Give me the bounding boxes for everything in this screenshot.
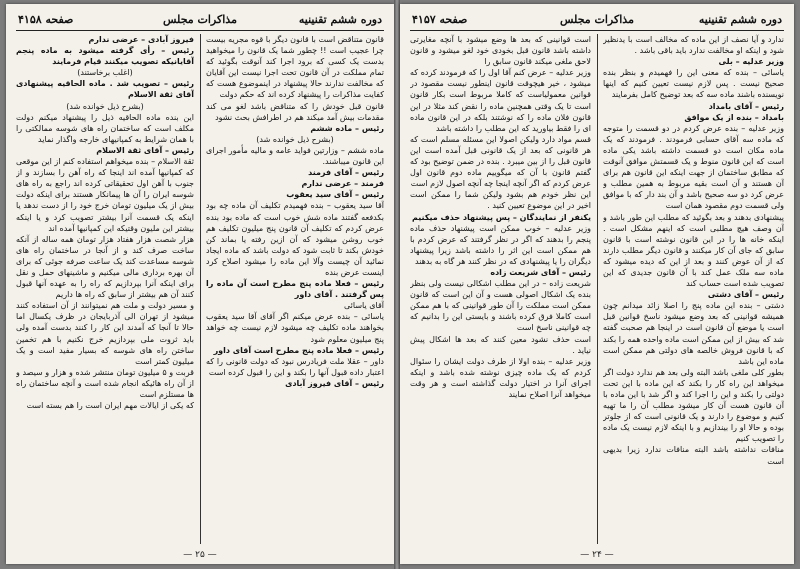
body-paragraph: ماده ششم – وزارتین فواید عامه و مالیه مأمور اجرای این قانون میباشند. [206,145,384,167]
body-paragraph: پیشنهادی بدهند و بعد بگوئید که مطلب این طور باشد و آن وصف هیچ مطلبی است که اینهم مشکل است . اینکه خانه ها را در این قانون نوشته است با قانون سابق که جای آن کار میکنند و قانون دیگر مطلب دارند که از آن عوض کنند و بعد از این که دیده میشود که ماده سه ملک عمل کند با آن قانون جدیدی که این تصویب شده است حساب کند [603,212,784,289]
page-header [16,12,384,31]
column-divider [200,34,201,544]
speaker-paragraph: رئیس – آقای سید یعقوب [286,190,384,200]
speaker-paragraph: رئیس – آقای ثقة الاسلام [96,145,194,155]
text-column-left [16,34,194,544]
stage-direction: (بشرح ذیل خوانده شد) [256,134,334,144]
speaker-paragraph: فیروز آبادی – عرضی ندارم [88,35,194,44]
body-paragraph: و مسیر دولت و ملت هم نمیتوانند از آن استفاده کنند میشود از تهران الی آذربایجان در ظرف یکسال اما حالا تا آنجا که آمدند این کار را کنند بدست آمده ولی باید ثروت ملی بپردازیم خرج نکنیم با هم تخمین ساختن راه های شوسه که بسیار مفید است و یک میلیون کمتر است [16,301,194,366]
text-column-left [410,34,591,544]
text-column-right [603,34,784,544]
body-paragraph: است حذف نشود معین کنند که بعد ها اشکال پیش نیاید . [410,334,591,355]
body-paragraph: وزیر عدلیه – خوب ممکن است پیشنهاد حذف ماده پنجم را بدهند که اگر در نظر گرفتند که عرض کردم با هم ممکن است این اثر را داشته باشد زیرا پیشنهاد دیگران را یا پیشنهادی که در نظر کنند هر گاه به بدهند [410,223,591,266]
right-page [400,4,794,564]
header-page-number: صفحه ۴۱۵۷ [412,13,468,26]
header-session: دوره ششم تقنینیه [698,13,782,26]
body-paragraph: ندارد و آیا نصف از این ماده که مخالف است با یدنظیر شود و اینکه او مخالفت ندارد باید باقی باشد . [603,35,784,56]
speaker-paragraph: رئیس – فعلا ماده پنج مطرح است آقای داور [213,345,384,355]
body-paragraph: منافات نداشته باشد البته منافات ندارد زیرا بدیهی است [603,445,784,466]
speaker-paragraph: وزیر عدلیه – بلی [718,57,784,67]
header-title: مذاکرات مجلس [560,13,634,26]
body-paragraph: یاسائی – بنده عرض میکنم اگر آقای آقا سید یعقوب بخواهند ماده تکلیف چه میشود لازم نیست چه خواهد پنج میلیون معلوم شود [206,312,384,344]
body-paragraph: است قوانینی که بعد ها وضع میشود با آنچه مغایرتی داشته باشد قانون قبل بخودی خود لغو میشود و قانون لاحق ملغی میکند قانون سابق را [410,35,591,67]
body-paragraph: وزیر عدلیه – بنده اولا از طرف دولت ایشان را سئوال کردم که یک ماده چیزی نوشته شده باشد و اینکه اجرای آنرا در اختیار دولت گذاشته است و هر وقت میخواهد آنرا اصلاح نمایند [410,356,591,399]
speaker-paragraph: رئیس – ماده ششم [310,123,384,133]
speaker-paragraph: فرمند – عرضی ندارم [301,179,384,189]
page-footer-number: — ۲۵ — [183,550,217,560]
speaker-paragraph: رئیس – فعلا ماده پنج مطرح است آن ماده را پس گرفتند . آقای داور [206,279,384,300]
stage-direction: (اغلب برخاستند) [77,68,133,78]
body-paragraph: قربت و ۵ میلیون تومان منتشر شده و هزار و سیصد و از آن راه هائیکه انجام شده است و آنچه ساختمان راه ها مستلزم است [16,367,194,399]
body-paragraph: وزیر عدلیه – بنده عرض کردم در دو قسمت را متوجه که ماده سه آقای حسابی فرمودند . فرمودند که یک ماده مکان است دو قسمت داشته باشد یکی ماده است که این قانون منوط و یک قسمتش موافق آنوقت که مطابق ساختمان از جهت اینکه این قانون هم برای آن هستند و آن است بقیه مربوط به همین مطلب و عرض کرد دو سه صحیح باشد و آن بند دار که با موافق ولی قسمت دوم مقصود همان است [603,123,784,211]
speaker-paragraph: بامداد – بنده از یک موافق [684,112,784,122]
header-title: مذاکرات مجلس [163,13,237,26]
speaker-paragraph: رئیس – آقای فرمند [308,168,384,178]
body-paragraph: قسم مواد دارد ولیکن اصولا این مسئله مسلم است که هر قانونی که بعد از یک قانونی قبل آمده است این قانون قبل را از بین میبرد . بنده در ضمن توضیح بود که گفتم قانون با آن که میگوییم ماده دوم قانون اول عرض کردم که اگر آنچه اینجا چه آنچه اصول لازم است [410,134,591,189]
body-paragraph: بطور کلی ملغی باشد البته ولی بعد هم ندارد دولت اگر میخواهد این راه کار را بکند که این ماده با این تحت دولتی را بکند و این را اجرا کند و اگر شد با این ماده با آن قانون هست آن کار میشود مطلب آن را ما تهیه کنیم و موضوع را دارند و یک قانونی است که از جلوتر بوده و حالا او را بیندازیم و با اینکه لازم نیست یک ماده را تصویب کنیم [603,367,784,444]
speaker-paragraph: رئیس – تصویب شد . ماده الحاقیه پیشنهادی آقای ثقة الاسلام [16,79,194,100]
body-paragraph: این نظر خودم هم بشود ولیکن شما را ممکن است اخیر در این موضوع تعیین کنید . [410,190,591,211]
text-columns [410,34,784,544]
body-paragraph: آقای یاسائی [344,301,384,311]
header-page-number: صفحه ۴۱۵۸ [18,13,74,26]
body-paragraph: هزار شصت هزار هفتاد هزار تومان همه ساله از آنکه ساخت صرف کند و از آنجا در ساختمان راه های شوسه مساعدت کند یک ساعت صرفه جوئی که برای آن بهره برداری مالی میکنیم و ماشینهای حمل و نقل برای اینکه آنرا بپردازیم که راه را به عهده آنها قبول کنند آن هم بیشتر از سابق که راه ها داریم [16,234,194,300]
stage-direction: (بشرح ذیل خوانده شد) [66,101,144,111]
text-column-right [206,34,384,544]
body-paragraph: قانون قبل خودش را که متناقض باشد لغو می کند مقدمات بیش آمد میکند هم در اطرافش بحث نشود [206,101,384,122]
body-paragraph: این بنده ماده الحاقیه ذیل را پیشنهاد میکنم دولت مکلف است که ساختمان راه های شوسه ممالکتی را با همان شرایط به کمپانیهای خارجه واگذار نماید [16,112,194,144]
body-paragraph: که یکی از ایالات مهم ایران است را هم بسته است [26,401,194,411]
page-header [410,12,784,31]
speaker-paragraph: رئیس – آقای شریعت زاده [490,267,591,277]
body-paragraph: شریعت زاده – در این مطلب اشکالی نیست ولی بنظر بنده یک اشکال اصولی هست و آن این است که قانون ممکن است مملکت را آن طور قوانینی که با هم ممکن است کاملا فرق کرده باشند و بایستی این را بدانیم که چه قوانینی ناسخ است [410,279,591,333]
body-paragraph: قانون متناقض است با قانون دیگر با قوه مجریه بیست چرا عجیب است !! چطور شما یک قانون را میخواهید بدست یک کسی که برود اجرا کند آنوقت بگوئید که تمام مملکت در آن قانون تحت اجرا نیست این آقایان که مخالفت ندارند حالا پیشنهاد در اینموضوع هست که کفایت مذاکرات را پیشنهاد کرده اند که حکم دولت [206,35,384,100]
page-footer-number: — ۲۴ — [580,550,614,560]
left-page [6,4,394,564]
speaker-paragraph: رئیس – آقای بامداد [708,101,784,111]
speaker-paragraph: یکنفر از نمایندگان – پس پیشنهاد حذف میکنیم [412,212,591,222]
body-paragraph: داور – عقلا ملت فریادرس نبود که دولت قانونی را که اعتبار داده قبول آنها را بکند و این را قبول کرده است [206,356,384,377]
body-paragraph: آقا سید یعقوب – بنده فهمیدم تکلیف آن ماده چه بود بکدفعه گفتند ماده شش خوب است که ماده بود بنده عرض کردم که تکلیف آن قانون پنج میلیون تکلیف هم خوب روشن میشود که آن ازین رفته یا بماند کن خودش بکند تا ثابت شود که دولت باشد که ماده ایجاد نمائید آن چیست وآلا این ماده را میشود اصلاح کرد اینست عرض بنده [206,201,384,277]
body-paragraph: یاسائی – بنده که معنی این را فهمیدم و بنظر بنده صحیح نیست . پس لازم نیست تعیین کنیم که اینها نویسنده باشند ماده سه که بعد توضیح کامل بفرمایند [603,68,784,100]
text-columns [16,34,384,544]
body-paragraph: وزیر عدلیه – عرض کنم آقا اول را که فرمودند کرده که میشود ، خیر هیچوقت قانون اینطور نیست مقصود در قوانین معمولیاست که کاملا مربوط است بکار قانون است تا یک وقتی همچنین ماده را نقض کند مثلا در این قانون فلان ماده را که نوشتند بلکه در این قانون ماده ای را فقط بیاورید که این مطلب را داشته باشد [410,68,591,133]
column-divider [597,34,598,544]
speaker-paragraph: رئیس – آقای دشتی [707,290,784,300]
body-paragraph: دشتی – بنده این ماده پنج را اصلا زائد میدانم چون همیشه قوانینی که بعد وضع میشود ناسخ قوانین قبل است یا موضع آن قانون است در اینجا هم صحبت گفته شد که بیش از این ممکن است ماده واحده همه را بکند که با قانون فروش خالصه های دولتی هم ممکن است ماده این باشد [603,301,784,366]
header-session: دوره ششم تقنینیه [298,13,382,26]
speaker-paragraph: رئیس – آقای فیروز آبادی [285,378,384,388]
body-paragraph: ثقة الاسلام – بنده میخواهم استفاده کنم از این موقعی که کمپانیها آمده اند اینجا که راه آهن را بسازند و از جنوب با آهن اول تحقیقاتی کرده اند راجع به راه های شوسه ایران را آن ها پیمانکار هستند برای اینکه دولت بیش از یک میلیون تومان خرج خود را از دست ندهد یا اینکه یک قسمت آنرا بیشتر تصویب کرد و یا اینکه بیشتر این ملیون وقتیکه این کمپانیها آمده اند [16,157,194,233]
speaker-paragraph: رئیس – رأی گرفته میشود به ماده پنجم آقایانیکه تصویب میکنند قیام فرمایند [16,46,194,67]
